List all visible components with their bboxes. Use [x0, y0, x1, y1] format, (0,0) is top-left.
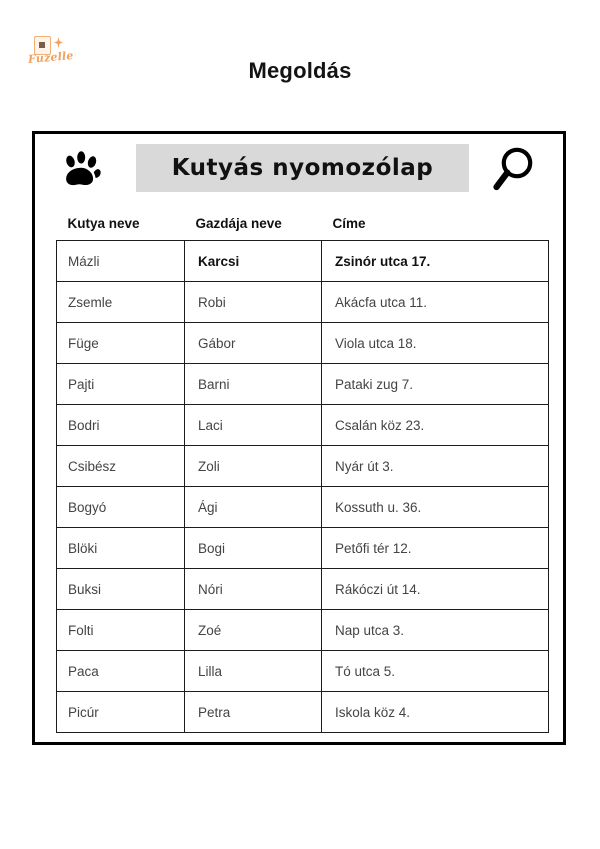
address-cell: Nyár út 3. [322, 446, 549, 487]
page-title: Megoldás [248, 58, 352, 83]
owner-name-cell: Nóri [185, 569, 322, 610]
dog-name-cell: Pajti [57, 364, 185, 405]
owner-name-cell: Zoé [185, 610, 322, 651]
table-row [57, 446, 549, 487]
worksheet-card [32, 131, 566, 745]
banner-pill [136, 144, 469, 192]
address-cell: Zsinór utca 17. [322, 241, 549, 282]
paw-print-icon [57, 145, 105, 193]
dog-name-cell: Buksi [57, 569, 185, 610]
address-cell: Nap utca 3. [322, 610, 549, 651]
dog-name-cell: Folti [57, 610, 185, 651]
banner-title: Kutyás nyomozólap [171, 155, 434, 181]
column-header-address: Címe [332, 216, 366, 231]
dog-name-cell: Picúr [57, 692, 185, 733]
address-cell: Csalán köz 23. [322, 405, 549, 446]
card-banner [35, 134, 563, 210]
table-row [57, 569, 549, 610]
address-cell: Akácfa utca 11. [322, 282, 549, 323]
address-cell: Pataki zug 7. [322, 364, 549, 405]
dog-name-cell: Blöki [57, 528, 185, 569]
brand-wordmark: Fuzelle [27, 49, 75, 66]
table-header-row [57, 212, 549, 241]
dog-name-cell: Füge [57, 323, 185, 364]
address-cell: Viola utca 18. [322, 323, 549, 364]
owner-name-cell: Gábor [185, 323, 322, 364]
owner-name-cell: Laci [185, 405, 322, 446]
owner-name-cell: Karcsi [185, 241, 322, 282]
dog-name-cell: Mázli [57, 241, 185, 282]
dog-name-cell: Bogyó [57, 487, 185, 528]
dog-name-cell: Zsemle [57, 282, 185, 323]
table-row [57, 282, 549, 323]
owner-name-cell: Robi [185, 282, 322, 323]
table-row [57, 405, 549, 446]
table-row [57, 487, 549, 528]
dog-name-cell: Paca [57, 651, 185, 692]
table-body [57, 241, 549, 733]
address-cell: Petőfi tér 12. [322, 528, 549, 569]
magnifier-icon [487, 144, 537, 196]
table-row [57, 241, 549, 282]
address-cell: Tó utca 5. [322, 651, 549, 692]
owner-name-cell: Zoli [185, 446, 322, 487]
address-cell: Rákóczi út 14. [322, 569, 549, 610]
dog-name-cell: Csibész [57, 446, 185, 487]
column-header-dog-name: Kutya neve [67, 216, 140, 231]
table-row [57, 528, 549, 569]
table-row [57, 364, 549, 405]
table-row [57, 692, 549, 733]
owner-name-cell: Bogi [185, 528, 322, 569]
dog-name-cell: Bodri [57, 405, 185, 446]
owner-name-cell: Lilla [185, 651, 322, 692]
owner-name-cell: Petra [185, 692, 322, 733]
investigation-table-wrapper [56, 212, 548, 733]
table-row [57, 610, 549, 651]
owner-name-cell: Barni [185, 364, 322, 405]
sparkle-icon [54, 37, 63, 48]
table-row [57, 651, 549, 692]
address-cell: Kossuth u. 36. [322, 487, 549, 528]
table-row [57, 323, 549, 364]
owner-name-cell: Ági [185, 487, 322, 528]
address-cell: Iskola köz 4. [322, 692, 549, 733]
column-header-owner-name: Gazdája neve [195, 216, 282, 231]
investigation-table [56, 212, 549, 733]
